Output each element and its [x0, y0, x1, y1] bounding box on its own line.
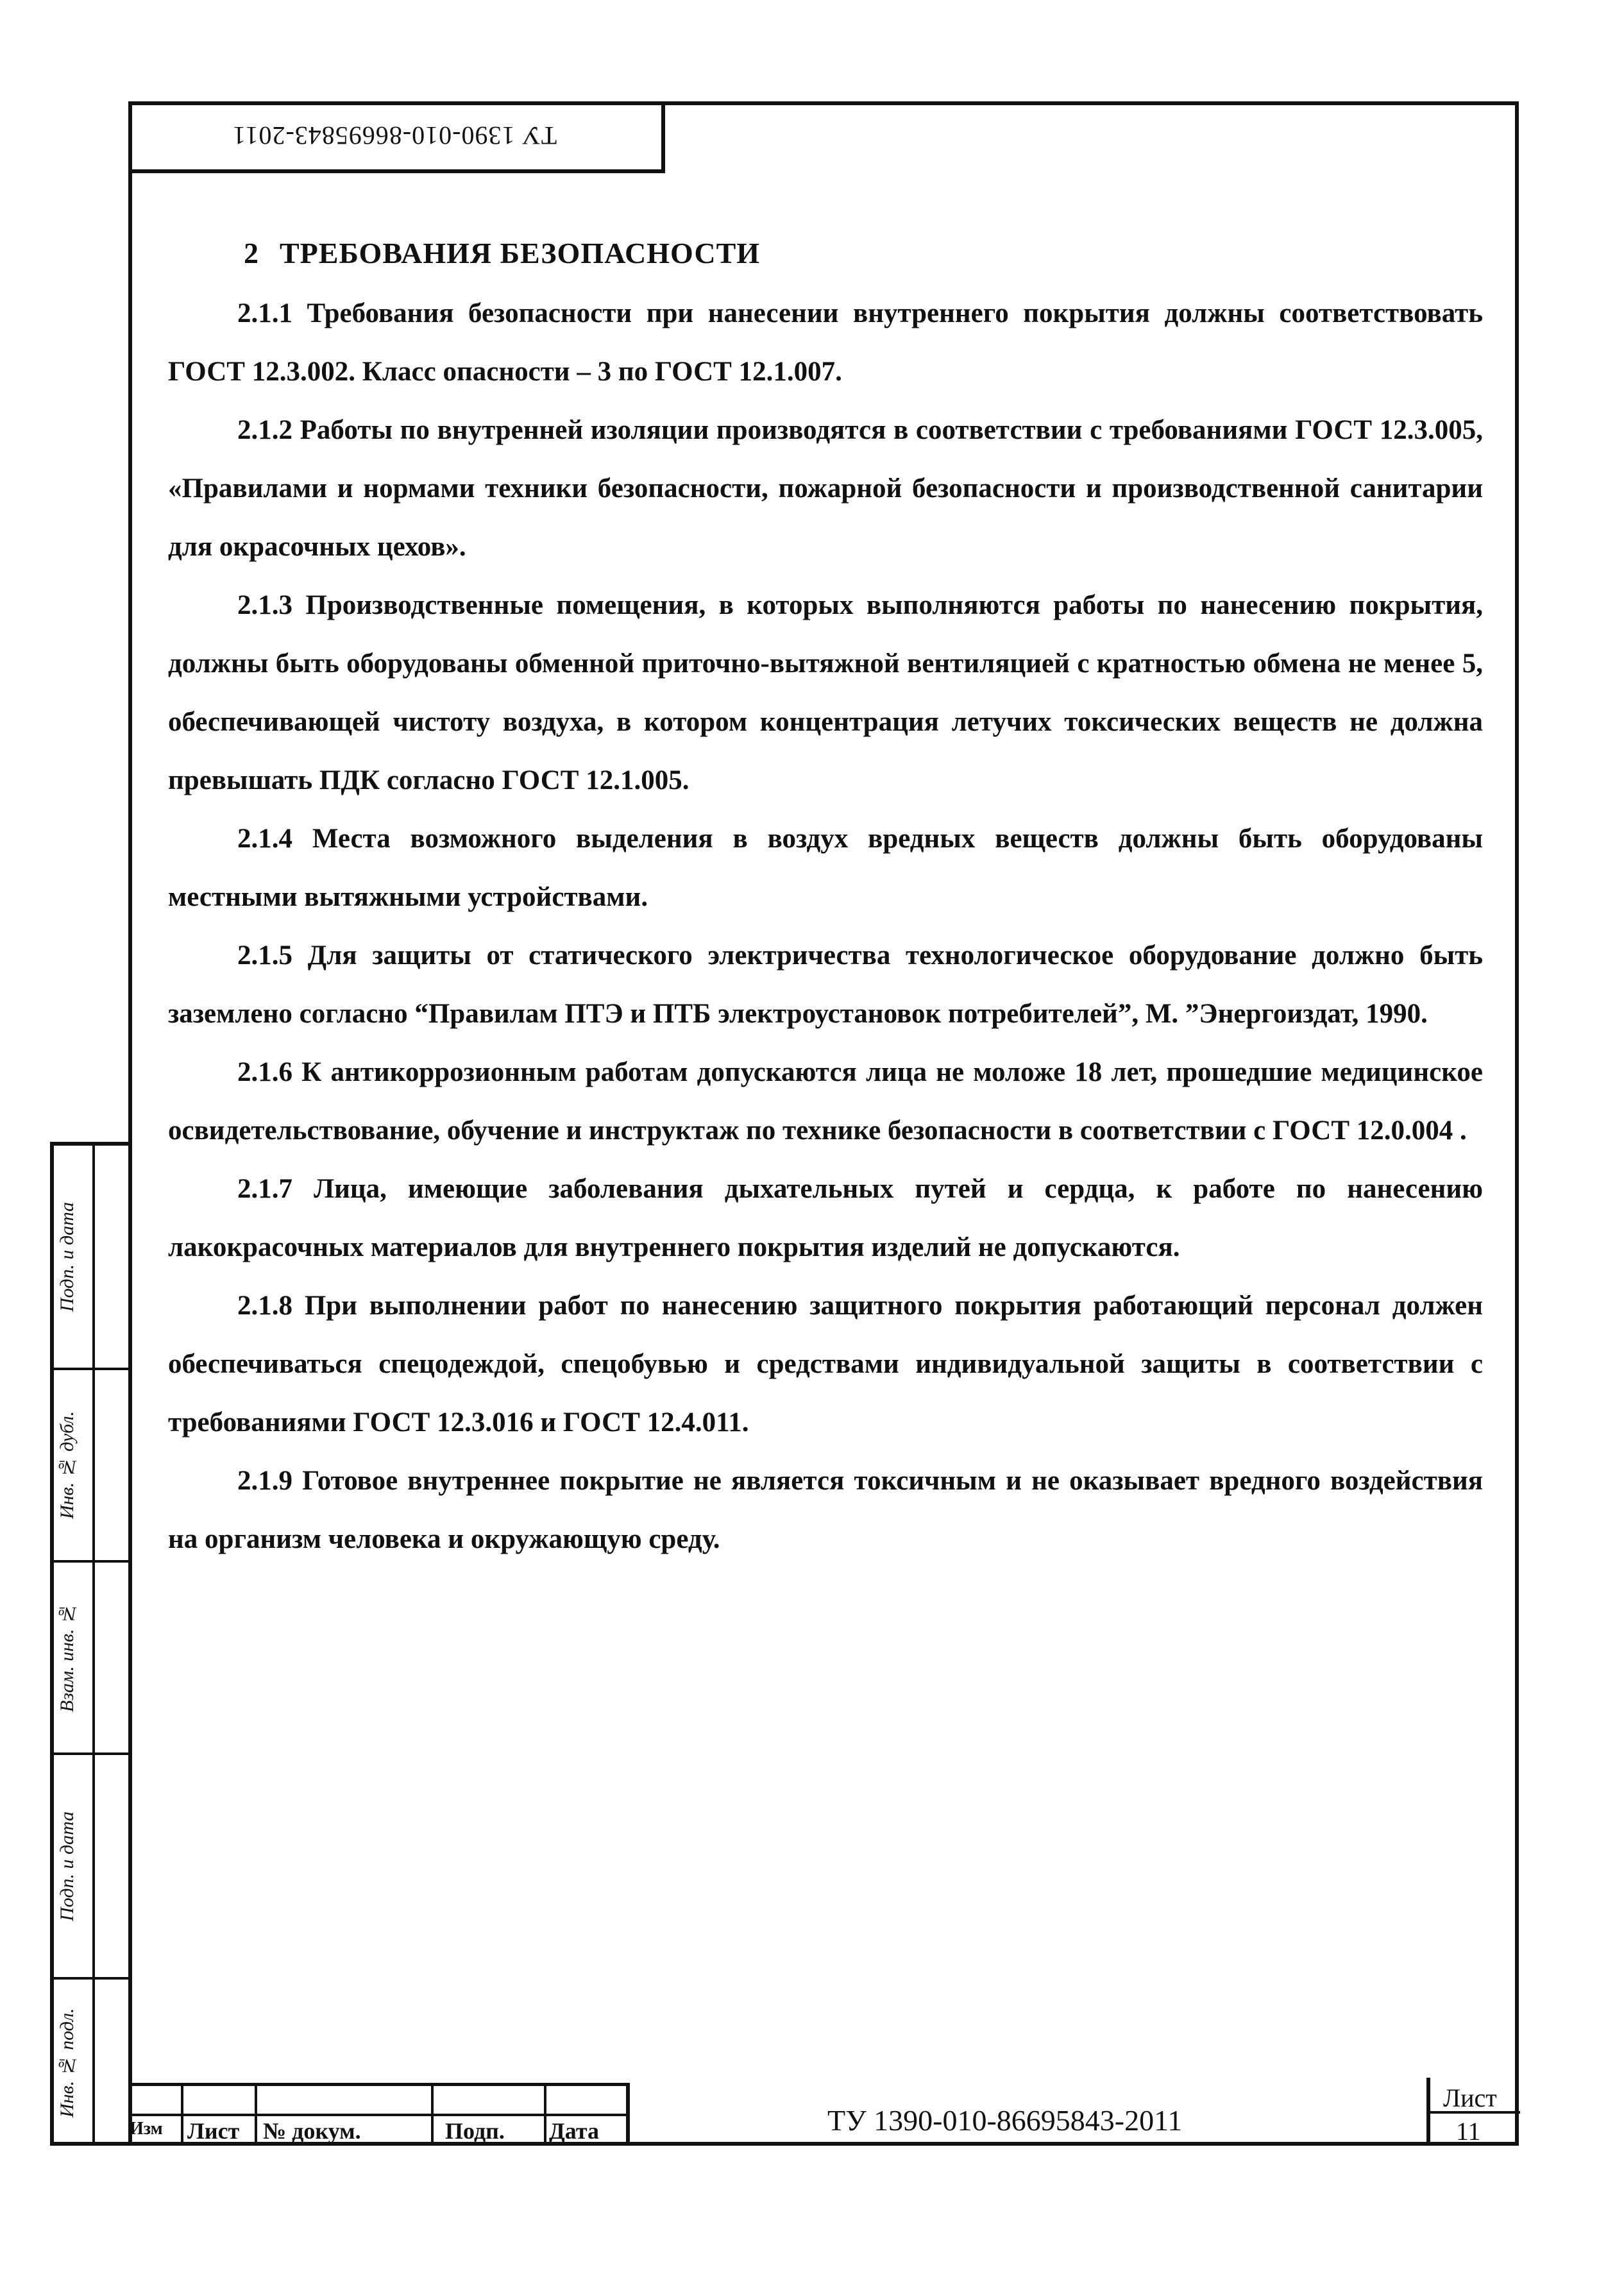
document-code: ТУ 1390-010-86695843-2011: [827, 2104, 1183, 2137]
side-row-orig-inv: [54, 1980, 132, 2146]
side-strip: [50, 1142, 132, 2146]
paragraph-2-1-3: 2.1.3 Производственные помещения, в которых выполняются работы по нанесению покрытия, должны быть оборудованы обменной приточно-вытяжной вентиляцией с кратностью обмена не менее 5, обеспечивающей чистоту воздуха, в котором концентрация летучих токсических веществ не должна превышать ПДК согласно ГОСТ 12.1.005.: [168, 590, 1483, 795]
paragraph-2-1-5: 2.1.5 Для защиты от статического электричества технологическое оборудование должно быть заземлено согласно “Правилам ПТЭ и ПТБ электроустановок потребителей”, М. ”Энергоиздат, 1990.: [168, 940, 1483, 1029]
section-number: 2: [244, 237, 259, 269]
side-cell: [92, 1370, 136, 1560]
document-body: [168, 218, 1483, 1568]
side-row-sign-date-2: [54, 1755, 132, 1980]
grid-line: [128, 2083, 630, 2086]
side-row-sign-date-1: [54, 1146, 132, 1370]
grid-line: [544, 2083, 546, 2146]
side-row-replace-inv: [54, 1563, 132, 1755]
side-label: Взам. инв. №: [56, 1602, 78, 1713]
paragraph-2-1-7: 2.1.7 Лица, имеющие заболевания дыхательных путей и сердца, к работе по нанесению лакокрасочных материалов для внутреннего покрытия изделий не допускаются.: [168, 1174, 1483, 1262]
col-signature: Подп.: [445, 2118, 505, 2144]
side-cell: [92, 1146, 136, 1368]
paragraph-2-1-4: 2.1.4 Места возможного выделения в воздух вредных веществ должны быть оборудованы местными вытяжными устройствами.: [168, 824, 1483, 912]
col-list: Лист: [187, 2118, 240, 2144]
grid-line: [128, 2114, 630, 2116]
col-izm: Изм: [130, 2119, 163, 2139]
side-row-dup-inv: [54, 1370, 132, 1563]
side-label: Подп. и дата: [56, 1201, 78, 1312]
side-label: Подп. и дата: [56, 1811, 78, 1921]
paragraph-2-1-8: 2.1.8 При выполнении работ по нанесению защитного покрытия работающий персонал должен обеспечиваться спецодеждой, спецобувью и средствами индивидуальной защиты в соответствии с требованиями ГОСТ 12.3.016 и ГОСТ 12.4.011.: [168, 1291, 1483, 1438]
col-date: Дата: [549, 2118, 599, 2144]
col-doc-number: № докум.: [263, 2118, 361, 2144]
grid-line: [255, 2083, 257, 2146]
sheet-number: 11: [1456, 2117, 1481, 2146]
grid-line: [181, 2083, 183, 2146]
grid-line: [431, 2083, 434, 2146]
section-heading: [244, 236, 1483, 270]
paragraph-2-1-2: 2.1.2 Работы по внутренней изоляции производятся в соответствии с требованиями ГОСТ 12.3.005, «Правилами и нормами техники безопасности, пожарной безопасности и производственной санитарии для окрасочных цехов».: [168, 415, 1483, 562]
side-label: Инв. № подл.: [56, 2008, 78, 2117]
top-stamp: [128, 101, 665, 173]
sheet-label: Лист: [1443, 2083, 1497, 2112]
paragraph-2-1-6: 2.1.6 К антикоррозионным работам допускаются лица не моложе 18 лет, прошедшие медицинское освидетельствование, обучение и инструктаж по технике безопасности в соответствии с ГОСТ 12.0.004 .: [168, 1057, 1483, 1146]
side-cell: [92, 1755, 136, 1977]
paragraph-2-1-1: 2.1.1 Требования безопасности при нанесении внутреннего покрытия должны соответствовать ГОСТ 12.3.002. Класс опасности – 3 по ГОСТ 12.1.007.: [168, 298, 1483, 387]
top-stamp-code: ТУ 1390-010-86695843-2011: [232, 121, 557, 150]
paragraph-2-1-9: 2.1.9 Готовое внутреннее покрытие не является токсичным и не оказывает вредного воздействия на организм человека и окружающую среду.: [168, 1466, 1483, 1554]
side-label: Инв. № дубл.: [56, 1411, 78, 1520]
section-title: ТРЕБОВАНИЯ БЕЗОПАСНОСТИ: [280, 237, 761, 269]
title-block-grid: [128, 2083, 630, 2146]
side-cell: [92, 1563, 136, 1752]
title-block: [128, 2083, 1519, 2146]
sheet-box: [1426, 2078, 1519, 2146]
